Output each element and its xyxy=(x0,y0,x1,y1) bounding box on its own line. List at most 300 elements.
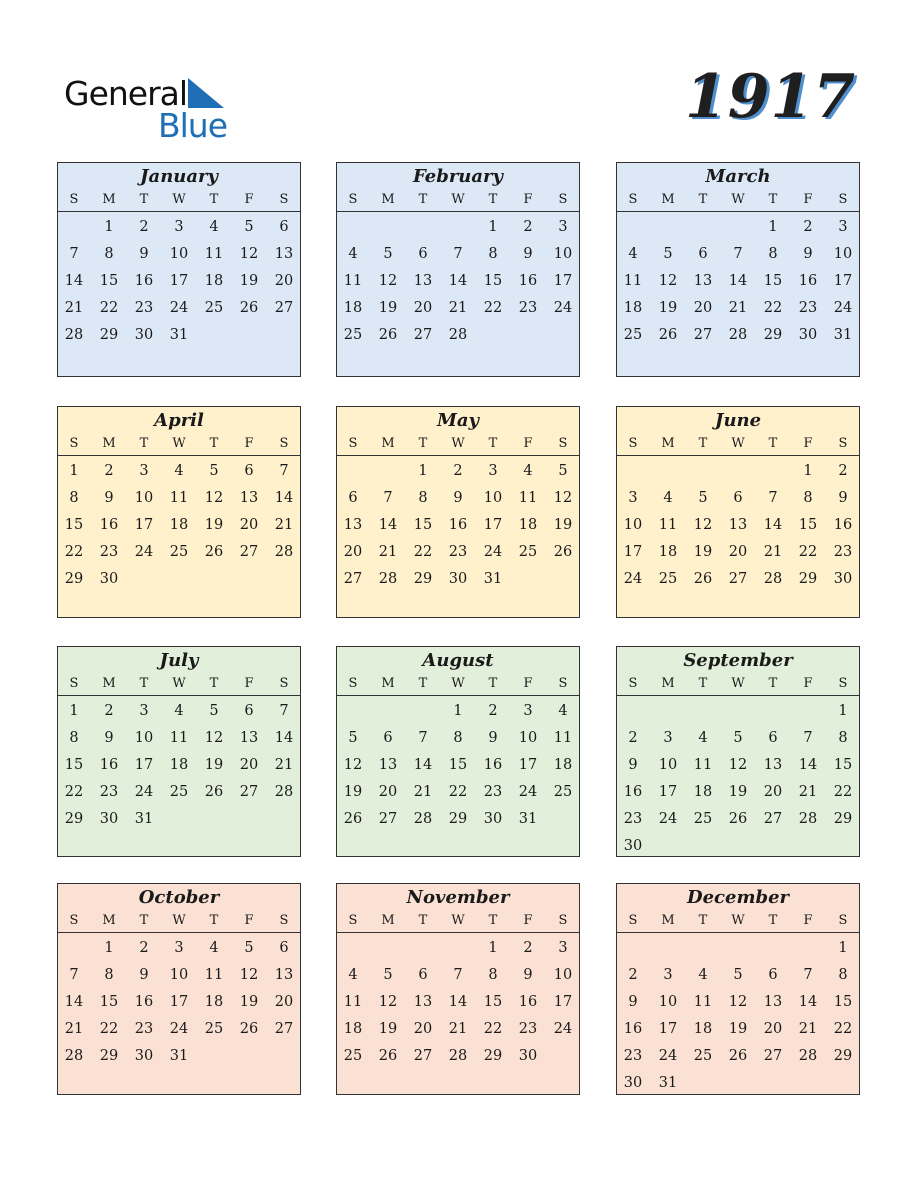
empty-day-cell xyxy=(651,935,686,962)
day-cell: 21 xyxy=(763,544,783,560)
empty-day-cell xyxy=(616,458,651,485)
day-cell: 27 xyxy=(274,1021,294,1037)
day-cell: 25 xyxy=(693,1048,713,1064)
day-cell: 15 xyxy=(448,757,468,773)
day-cell: 25 xyxy=(204,1021,224,1037)
day-cell: 24 xyxy=(833,300,853,316)
day-cell: 27 xyxy=(239,784,259,800)
day-cell: 19 xyxy=(728,784,748,800)
month-march xyxy=(616,162,860,377)
day-cell: 7 xyxy=(418,730,428,746)
day-cell: 25 xyxy=(169,784,189,800)
day-cell: 9 xyxy=(453,490,463,506)
day-cell: 30 xyxy=(99,811,119,827)
day-cell: 15 xyxy=(763,273,783,289)
month-october xyxy=(57,883,301,1095)
weekday-label: M xyxy=(661,436,675,451)
day-cell: 20 xyxy=(413,300,433,316)
day-cell: 9 xyxy=(139,246,149,262)
day-cell: 22 xyxy=(483,300,503,316)
day-cell: 8 xyxy=(803,490,813,506)
day-cell: 1 xyxy=(488,219,498,235)
day-cell: 3 xyxy=(139,703,149,719)
day-cell: 20 xyxy=(693,300,713,316)
day-cell: 3 xyxy=(488,463,498,479)
day-cell: 21 xyxy=(64,300,84,316)
day-cell: 12 xyxy=(378,273,398,289)
day-cell: 17 xyxy=(658,1021,678,1037)
day-cell: 16 xyxy=(833,517,853,533)
day-cell: 15 xyxy=(833,757,853,773)
month-may xyxy=(336,406,580,618)
weekday-label: F xyxy=(244,676,254,691)
day-cell: 27 xyxy=(343,571,363,587)
weekday-label: T xyxy=(488,913,498,928)
weekday-label: T xyxy=(209,436,219,451)
day-cell: 16 xyxy=(99,517,119,533)
day-cell: 5 xyxy=(244,219,254,235)
day-cell: 14 xyxy=(413,757,433,773)
weekday-label: S xyxy=(838,913,848,928)
weekday-header-row xyxy=(57,673,301,696)
day-cell: 29 xyxy=(833,1048,853,1064)
day-cell: 7 xyxy=(69,967,79,983)
empty-day-cell xyxy=(721,698,756,725)
day-cell: 2 xyxy=(628,967,638,983)
day-cell: 2 xyxy=(803,219,813,235)
day-cell: 11 xyxy=(169,730,189,746)
day-cell: 29 xyxy=(833,811,853,827)
day-cell: 29 xyxy=(763,327,783,343)
day-grid xyxy=(617,456,859,593)
day-cell: 7 xyxy=(383,490,393,506)
weekday-label: S xyxy=(279,676,289,691)
day-cell: 2 xyxy=(523,219,533,235)
month-september xyxy=(616,646,860,857)
day-cell: 23 xyxy=(833,544,853,560)
day-cell: 9 xyxy=(523,967,533,983)
weekday-label: M xyxy=(661,913,675,928)
day-cell: 28 xyxy=(763,571,783,587)
day-cell: 3 xyxy=(523,703,533,719)
day-cell: 24 xyxy=(169,300,189,316)
month-june xyxy=(616,406,860,618)
day-grid xyxy=(337,212,579,349)
day-cell: 22 xyxy=(64,544,84,560)
logo-triangle-icon xyxy=(188,78,224,108)
day-cell: 14 xyxy=(798,994,818,1010)
day-cell: 9 xyxy=(523,246,533,262)
day-cell: 2 xyxy=(488,703,498,719)
day-cell: 6 xyxy=(698,246,708,262)
weekday-label: S xyxy=(558,436,568,451)
weekday-label: S xyxy=(69,192,79,207)
empty-day-cell xyxy=(616,214,651,241)
day-cell: 25 xyxy=(623,327,643,343)
day-cell: 6 xyxy=(418,246,428,262)
day-cell: 5 xyxy=(383,246,393,262)
empty-day-cell xyxy=(336,698,371,725)
day-cell: 11 xyxy=(169,490,189,506)
day-cell: 5 xyxy=(383,967,393,983)
day-cell: 5 xyxy=(733,730,743,746)
month-name: September xyxy=(683,650,793,671)
day-cell: 16 xyxy=(623,1021,643,1037)
day-cell: 26 xyxy=(204,784,224,800)
empty-day-cell xyxy=(57,935,92,962)
weekday-label: S xyxy=(558,192,568,207)
day-cell: 6 xyxy=(768,730,778,746)
weekday-label: S xyxy=(838,192,848,207)
day-cell: 26 xyxy=(553,544,573,560)
day-cell: 8 xyxy=(104,246,114,262)
day-cell: 30 xyxy=(134,1048,154,1064)
empty-day-cell xyxy=(651,698,686,725)
day-cell: 10 xyxy=(169,967,189,983)
weekday-label: W xyxy=(172,192,186,207)
day-cell: 15 xyxy=(64,757,84,773)
day-cell: 16 xyxy=(798,273,818,289)
day-cell: 22 xyxy=(99,1021,119,1037)
day-cell: 29 xyxy=(99,327,119,343)
day-cell: 3 xyxy=(838,219,848,235)
weekday-label: S xyxy=(838,676,848,691)
empty-day-cell xyxy=(686,214,721,241)
weekday-label: T xyxy=(139,676,149,691)
day-cell: 11 xyxy=(623,273,643,289)
day-cell: 18 xyxy=(693,1021,713,1037)
day-cell: 15 xyxy=(483,994,503,1010)
day-grid xyxy=(58,933,300,1070)
day-cell: 26 xyxy=(204,544,224,560)
day-cell: 22 xyxy=(448,784,468,800)
weekday-label: T xyxy=(488,192,498,207)
day-cell: 30 xyxy=(99,571,119,587)
day-cell: 24 xyxy=(553,300,573,316)
weekday-label: W xyxy=(172,913,186,928)
day-cell: 2 xyxy=(104,463,114,479)
month-july xyxy=(57,646,301,857)
day-cell: 18 xyxy=(204,273,224,289)
weekday-label: M xyxy=(102,676,116,691)
day-cell: 3 xyxy=(663,967,673,983)
day-cell: 11 xyxy=(693,994,713,1010)
day-cell: 13 xyxy=(274,246,294,262)
empty-day-cell xyxy=(406,935,441,962)
weekday-label: W xyxy=(731,192,745,207)
day-cell: 19 xyxy=(239,994,259,1010)
day-cell: 20 xyxy=(239,517,259,533)
day-cell: 22 xyxy=(798,544,818,560)
day-cell: 10 xyxy=(553,246,573,262)
day-cell: 27 xyxy=(693,327,713,343)
day-cell: 7 xyxy=(453,246,463,262)
weekday-header-row xyxy=(616,433,860,456)
day-cell: 8 xyxy=(488,246,498,262)
day-cell: 30 xyxy=(623,838,643,854)
day-cell: 2 xyxy=(104,703,114,719)
day-cell: 21 xyxy=(413,784,433,800)
day-cell: 30 xyxy=(448,571,468,587)
weekday-label: F xyxy=(244,192,254,207)
day-cell: 6 xyxy=(244,463,254,479)
day-cell: 22 xyxy=(64,784,84,800)
empty-day-cell xyxy=(336,214,371,241)
day-cell: 23 xyxy=(623,811,643,827)
day-cell: 27 xyxy=(378,811,398,827)
weekday-label: S xyxy=(279,192,289,207)
weekday-label: T xyxy=(139,192,149,207)
day-cell: 19 xyxy=(343,784,363,800)
day-cell: 1 xyxy=(104,940,114,956)
day-cell: 10 xyxy=(169,246,189,262)
empty-day-cell xyxy=(756,935,791,962)
day-cell: 10 xyxy=(623,517,643,533)
day-cell: 13 xyxy=(763,757,783,773)
weekday-header-row xyxy=(336,673,580,696)
day-cell: 26 xyxy=(343,811,363,827)
weekday-label: S xyxy=(69,676,79,691)
day-cell: 4 xyxy=(174,703,184,719)
day-cell: 10 xyxy=(134,730,154,746)
day-cell: 31 xyxy=(833,327,853,343)
weekday-label: T xyxy=(698,436,708,451)
day-cell: 31 xyxy=(134,811,154,827)
weekday-label: W xyxy=(731,913,745,928)
day-cell: 7 xyxy=(279,463,289,479)
month-name: October xyxy=(138,887,220,908)
empty-day-cell xyxy=(721,458,756,485)
day-cell: 23 xyxy=(518,300,538,316)
day-cell: 1 xyxy=(418,463,428,479)
day-cell: 25 xyxy=(518,544,538,560)
day-grid xyxy=(58,696,300,833)
empty-day-cell xyxy=(371,214,406,241)
day-cell: 7 xyxy=(768,490,778,506)
day-cell: 27 xyxy=(763,811,783,827)
day-cell: 12 xyxy=(239,246,259,262)
day-cell: 13 xyxy=(413,994,433,1010)
weekday-label: F xyxy=(803,192,813,207)
day-cell: 13 xyxy=(728,517,748,533)
weekday-label: S xyxy=(558,676,568,691)
day-cell: 10 xyxy=(658,994,678,1010)
day-cell: 24 xyxy=(658,811,678,827)
day-cell: 20 xyxy=(763,784,783,800)
day-cell: 23 xyxy=(483,784,503,800)
day-cell: 28 xyxy=(64,1048,84,1064)
day-cell: 13 xyxy=(378,757,398,773)
day-cell: 5 xyxy=(558,463,568,479)
day-cell: 23 xyxy=(623,1048,643,1064)
day-cell: 13 xyxy=(693,273,713,289)
empty-day-cell xyxy=(406,698,441,725)
day-cell: 28 xyxy=(448,1048,468,1064)
empty-day-cell xyxy=(686,458,721,485)
day-cell: 31 xyxy=(169,327,189,343)
weekday-label: T xyxy=(488,436,498,451)
day-cell: 21 xyxy=(448,1021,468,1037)
day-cell: 1 xyxy=(453,703,463,719)
day-cell: 6 xyxy=(383,730,393,746)
day-cell: 24 xyxy=(658,1048,678,1064)
weekday-label: T xyxy=(139,913,149,928)
day-cell: 28 xyxy=(378,571,398,587)
day-cell: 30 xyxy=(833,571,853,587)
day-cell: 25 xyxy=(169,544,189,560)
month-february xyxy=(336,162,580,377)
empty-day-cell xyxy=(791,698,826,725)
day-cell: 3 xyxy=(174,219,184,235)
weekday-label: S xyxy=(838,436,848,451)
day-cell: 21 xyxy=(798,1021,818,1037)
day-cell: 25 xyxy=(204,300,224,316)
day-cell: 16 xyxy=(518,994,538,1010)
weekday-label: W xyxy=(731,436,745,451)
weekday-header-row xyxy=(57,433,301,456)
weekday-label: T xyxy=(768,192,778,207)
empty-day-cell xyxy=(441,935,476,962)
weekday-header-row xyxy=(336,189,580,212)
day-cell: 11 xyxy=(553,730,573,746)
month-name: May xyxy=(436,410,480,431)
weekday-label: S xyxy=(69,436,79,451)
day-grid xyxy=(617,212,859,349)
weekday-label: F xyxy=(244,436,254,451)
day-cell: 18 xyxy=(693,784,713,800)
day-cell: 30 xyxy=(134,327,154,343)
day-cell: 30 xyxy=(798,327,818,343)
weekday-label: F xyxy=(803,436,813,451)
day-cell: 10 xyxy=(658,757,678,773)
day-cell: 24 xyxy=(134,784,154,800)
day-cell: 11 xyxy=(658,517,678,533)
empty-day-cell xyxy=(756,458,791,485)
day-cell: 15 xyxy=(483,273,503,289)
day-cell: 18 xyxy=(553,757,573,773)
day-cell: 7 xyxy=(279,703,289,719)
day-cell: 13 xyxy=(239,730,259,746)
day-cell: 9 xyxy=(628,994,638,1010)
day-cell: 7 xyxy=(69,246,79,262)
day-cell: 1 xyxy=(838,940,848,956)
day-cell: 12 xyxy=(204,490,224,506)
day-cell: 28 xyxy=(274,784,294,800)
weekday-label: F xyxy=(523,913,533,928)
day-cell: 17 xyxy=(833,273,853,289)
day-cell: 31 xyxy=(483,571,503,587)
weekday-label: M xyxy=(102,913,116,928)
day-cell: 3 xyxy=(174,940,184,956)
day-cell: 6 xyxy=(733,490,743,506)
day-cell: 9 xyxy=(838,490,848,506)
day-cell: 22 xyxy=(483,1021,503,1037)
day-cell: 8 xyxy=(768,246,778,262)
day-cell: 14 xyxy=(64,273,84,289)
weekday-label: F xyxy=(803,913,813,928)
month-name: February xyxy=(412,166,503,187)
month-name: July xyxy=(159,650,199,671)
day-cell: 12 xyxy=(378,994,398,1010)
day-cell: 24 xyxy=(134,544,154,560)
weekday-label: W xyxy=(172,676,186,691)
day-cell: 19 xyxy=(553,517,573,533)
weekday-label: M xyxy=(381,676,395,691)
weekday-label: M xyxy=(381,436,395,451)
day-cell: 30 xyxy=(483,811,503,827)
day-cell: 8 xyxy=(418,490,428,506)
day-cell: 2 xyxy=(139,219,149,235)
month-name: August xyxy=(422,650,494,671)
weekday-label: W xyxy=(172,436,186,451)
general-blue-logo xyxy=(64,74,234,144)
day-cell: 16 xyxy=(134,273,154,289)
day-cell: 15 xyxy=(99,273,119,289)
day-cell: 24 xyxy=(518,784,538,800)
day-cell: 24 xyxy=(169,1021,189,1037)
day-cell: 4 xyxy=(209,940,219,956)
month-name: March xyxy=(705,166,771,187)
day-cell: 23 xyxy=(518,1021,538,1037)
day-cell: 9 xyxy=(104,730,114,746)
day-cell: 14 xyxy=(378,517,398,533)
day-cell: 21 xyxy=(798,784,818,800)
day-cell: 2 xyxy=(838,463,848,479)
day-cell: 1 xyxy=(768,219,778,235)
day-cell: 14 xyxy=(728,273,748,289)
day-cell: 27 xyxy=(763,1048,783,1064)
weekday-label: T xyxy=(698,676,708,691)
day-cell: 19 xyxy=(693,544,713,560)
month-april xyxy=(57,406,301,618)
day-cell: 20 xyxy=(378,784,398,800)
day-cell: 6 xyxy=(279,940,289,956)
empty-day-cell xyxy=(336,458,371,485)
day-cell: 4 xyxy=(523,463,533,479)
day-cell: 18 xyxy=(658,544,678,560)
day-cell: 5 xyxy=(209,703,219,719)
day-cell: 4 xyxy=(174,463,184,479)
year-title: 1917 xyxy=(685,62,856,132)
day-cell: 10 xyxy=(134,490,154,506)
day-cell: 21 xyxy=(378,544,398,560)
weekday-header-row xyxy=(616,673,860,696)
day-cell: 14 xyxy=(448,273,468,289)
day-cell: 26 xyxy=(239,1021,259,1037)
day-cell: 8 xyxy=(104,967,114,983)
weekday-label: S xyxy=(348,913,358,928)
day-cell: 12 xyxy=(239,967,259,983)
day-cell: 7 xyxy=(803,967,813,983)
logo-text-blue: Blue xyxy=(158,106,228,145)
day-cell: 3 xyxy=(558,219,568,235)
month-november xyxy=(336,883,580,1095)
day-cell: 23 xyxy=(99,544,119,560)
day-cell: 30 xyxy=(623,1075,643,1091)
day-cell: 15 xyxy=(413,517,433,533)
day-cell: 16 xyxy=(483,757,503,773)
day-cell: 31 xyxy=(169,1048,189,1064)
day-cell: 14 xyxy=(448,994,468,1010)
day-cell: 6 xyxy=(244,703,254,719)
weekday-label: S xyxy=(279,913,289,928)
day-cell: 11 xyxy=(343,994,363,1010)
day-cell: 16 xyxy=(99,757,119,773)
day-cell: 26 xyxy=(378,1048,398,1064)
weekday-header-row xyxy=(616,910,860,933)
day-grid xyxy=(337,696,579,833)
day-cell: 9 xyxy=(488,730,498,746)
